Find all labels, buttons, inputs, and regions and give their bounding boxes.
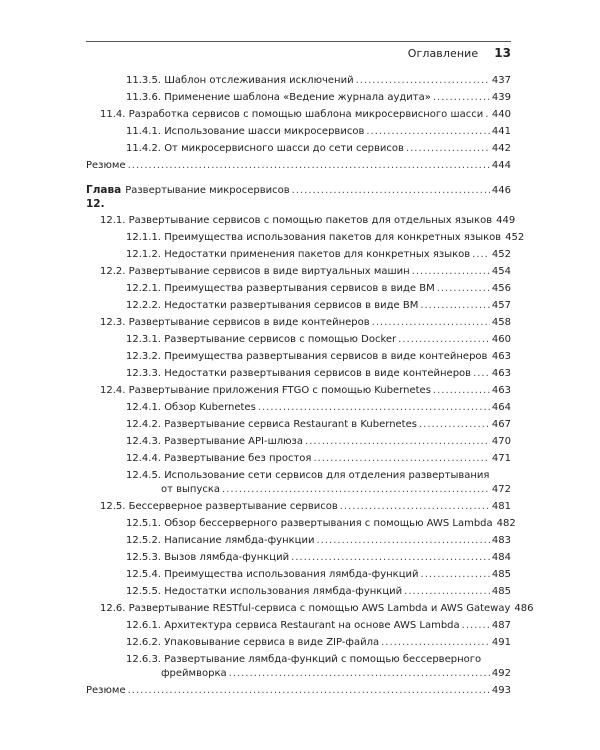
toc-entry[interactable] <box>86 384 511 398</box>
entry-title: От микросервисного шасси до сети сервисов <box>164 143 404 154</box>
toc-entry-chapter[interactable] <box>86 183 511 211</box>
entry-title: Разработка сервисов с помощью шаблона микросервисного шасси <box>128 109 484 120</box>
entry-page: 460 <box>491 334 511 345</box>
entry-page: 454 <box>491 266 511 277</box>
running-head <box>408 46 511 61</box>
entry-title: Развертывание без простоя <box>164 453 312 464</box>
entry-page: 452 <box>491 249 511 260</box>
entry-page: 440 <box>491 109 511 120</box>
entry-title: Резюме <box>86 160 126 171</box>
entry-number: 12.6.2. <box>126 637 161 648</box>
dot-leader <box>398 333 490 347</box>
toc-entry[interactable] <box>86 142 511 156</box>
entry-number: 12.2.1. <box>126 283 161 294</box>
entry-title: Обзор Kubernetes <box>164 402 256 413</box>
entry-title: Недостатки использования лямбда-функций <box>164 586 403 597</box>
entry-page: 486 <box>514 603 534 614</box>
entry-number: 11.4. <box>100 109 126 120</box>
entry-page: 441 <box>491 126 511 137</box>
entry-number: 12.1. <box>100 215 126 226</box>
entry-number: 12.5. <box>100 501 126 512</box>
entry-number: 12.2.2. <box>126 300 161 311</box>
entry-number: 12.5.2. <box>126 535 161 546</box>
entry-title: Преимущества использования пакетов для конкретных языков <box>164 232 502 243</box>
entry-title: Шаблон отслеживания исключений <box>164 75 354 86</box>
entry-title: Написание лямбда-функции <box>164 535 315 546</box>
entry-title: Применение шаблона «Ведение журнала аудита» <box>164 92 431 103</box>
entry-page: 471 <box>491 453 511 464</box>
dot-leader <box>229 667 490 681</box>
dot-leader <box>433 91 490 105</box>
dot-leader <box>381 636 490 650</box>
entry-page: 482 <box>496 518 516 529</box>
dot-leader <box>128 684 490 698</box>
entry-title: Преимущества развертывания сервисов в виде ВМ <box>164 283 435 294</box>
entry-title: Развертывание сервиса Restaurant в Kubernetes <box>164 419 417 430</box>
dot-leader <box>292 184 490 198</box>
toc-entry[interactable] <box>86 214 516 228</box>
entry-page: 437 <box>491 75 511 86</box>
entry-number: 11.3.5. <box>126 75 161 86</box>
entry-number: 12.1.1. <box>126 232 161 243</box>
dot-leader <box>412 265 490 279</box>
entry-title: Недостатки развертывания сервисов в виде ВМ <box>164 300 419 311</box>
entry-title: Развертывание сервисов с помощью пакетов для отдельных языков <box>128 215 493 226</box>
entry-title: Использование сети сервисов для отделения развертывания <box>164 470 490 481</box>
toc-entry[interactable] <box>86 91 511 105</box>
toc-entry[interactable] <box>86 585 511 599</box>
dot-leader <box>258 401 490 415</box>
dot-leader <box>473 367 490 381</box>
entry-page: 458 <box>491 317 511 328</box>
entry-page: 484 <box>491 552 511 563</box>
entry-page: 485 <box>491 586 511 597</box>
entry-page: 492 <box>491 668 511 679</box>
table-of-contents <box>86 74 534 701</box>
dot-leader <box>340 500 490 514</box>
dot-leader <box>291 551 490 565</box>
toc-entry[interactable] <box>86 602 534 616</box>
entry-title: Резюме <box>86 685 126 696</box>
entry-number: 11.4.1. <box>126 126 161 137</box>
toc-entry[interactable] <box>86 517 516 531</box>
chapter-prefix: Глава 12. <box>86 184 122 210</box>
toc-entry-summary[interactable] <box>86 159 511 173</box>
entry-page: 439 <box>491 92 511 103</box>
entry-title: Развертывание API-шлюза <box>164 436 304 447</box>
entry-title: Недостатки применения пакетов для конкретных языков <box>164 249 471 260</box>
dot-leader <box>372 316 490 330</box>
dot-leader <box>462 619 490 633</box>
entry-title: Преимущества использования лямбда-функций <box>164 569 419 580</box>
entry-page: 463 <box>491 385 511 396</box>
entry-page: 493 <box>491 685 511 696</box>
dot-leader <box>419 418 490 432</box>
entry-title: Использование шасси микросервисов <box>164 126 365 137</box>
entry-number: 12.5.4. <box>126 569 161 580</box>
entry-page: 442 <box>491 143 511 154</box>
toc-entry[interactable] <box>86 74 511 88</box>
toc-entry[interactable] <box>86 265 511 279</box>
entry-title: Развертывание RESTful-сервиса с помощью AWS Lambda и AWS Gateway <box>128 603 511 614</box>
dot-leader <box>485 108 490 122</box>
toc-entry[interactable] <box>86 299 511 313</box>
running-head-title: Оглавление <box>407 47 479 60</box>
toc-entry[interactable] <box>86 435 511 449</box>
entry-number: 12.6. <box>100 603 126 614</box>
entry-number: 11.4.2. <box>126 143 161 154</box>
dot-leader <box>222 483 490 497</box>
entry-title: Развертывание сервисов в виде виртуальных машин <box>128 266 410 277</box>
toc-entry[interactable] <box>86 231 525 245</box>
entry-title: Развертывание приложения FTGO с помощью Kubernetes <box>128 385 431 396</box>
entry-title: Упаковывание сервиса в виде ZIP-файла <box>164 637 380 648</box>
dot-leader <box>128 159 490 173</box>
entry-number: 12.4.3. <box>126 436 161 447</box>
toc-entry[interactable] <box>86 653 511 681</box>
toc-entry[interactable] <box>86 418 511 432</box>
entry-page: 485 <box>491 569 511 580</box>
entry-title: Архитектура сервиса Restaurant на основе AWS Lambda <box>164 620 460 631</box>
toc-entry[interactable] <box>86 469 511 497</box>
toc-entry[interactable] <box>86 568 511 582</box>
entry-page: 463 <box>491 368 511 379</box>
entry-page: 446 <box>491 185 511 196</box>
toc-entry[interactable] <box>86 316 511 330</box>
entry-page: 487 <box>491 620 511 631</box>
dot-leader <box>313 452 489 466</box>
toc-entry[interactable] <box>86 108 511 122</box>
dot-leader <box>305 435 490 449</box>
page-number: 13 <box>494 46 511 60</box>
entry-page: 463 <box>491 351 511 362</box>
toc-entry[interactable] <box>86 401 511 415</box>
entry-title: Обзор бессерверного развертывания с помощью AWS Lambda <box>164 518 493 529</box>
entry-page: 457 <box>491 300 511 311</box>
entry-number: 11.3.6. <box>126 92 161 103</box>
entry-title: Развертывание сервисов в виде контейнеров <box>128 317 370 328</box>
toc-entry[interactable] <box>86 619 511 633</box>
entry-page: 444 <box>491 160 511 171</box>
entry-page: 452 <box>505 232 525 243</box>
entry-page: 491 <box>491 637 511 648</box>
entry-title: Вызов лямбда-функций <box>164 552 290 563</box>
entry-page: 456 <box>491 283 511 294</box>
entry-number: 12.4.2. <box>126 419 161 430</box>
dot-leader <box>366 125 490 139</box>
entry-number: 12.4.4. <box>126 453 161 464</box>
dot-leader <box>421 568 490 582</box>
entry-page: 467 <box>491 419 511 430</box>
entry-number: 12.2. <box>100 266 126 277</box>
toc-entry[interactable] <box>86 125 511 139</box>
entry-title: Развертывание микросервисов <box>125 185 290 196</box>
entry-number: 12.3.3. <box>126 368 161 379</box>
toc-entry-summary[interactable] <box>86 684 511 698</box>
entry-number: 12.1.2. <box>126 249 161 260</box>
entry-title-continuation: фреймворка <box>161 668 227 679</box>
dot-leader <box>356 74 490 88</box>
entry-number: 12.3.2. <box>126 351 161 362</box>
toc-entry[interactable] <box>86 636 511 650</box>
entry-number: 12.4.5. <box>126 470 161 481</box>
entry-page: 481 <box>491 501 511 512</box>
toc-entry[interactable] <box>86 248 511 262</box>
entry-page: 483 <box>491 535 511 546</box>
entry-page: 449 <box>496 215 516 226</box>
toc-entry[interactable] <box>86 282 511 296</box>
dot-leader <box>317 534 490 548</box>
dot-leader <box>433 384 490 398</box>
toc-entry[interactable] <box>86 452 511 466</box>
entry-number: 12.5.1. <box>126 518 161 529</box>
toc-entry[interactable] <box>86 551 511 565</box>
toc-entry[interactable] <box>86 333 511 347</box>
entry-number: 12.4.1. <box>126 402 161 413</box>
entry-title-continuation: от выпуска <box>161 484 221 495</box>
entry-title: Развертывание сервисов с помощью Docker <box>164 334 397 345</box>
entry-page: 472 <box>491 484 511 495</box>
toc-entry[interactable] <box>86 534 511 548</box>
toc-entry[interactable] <box>86 350 511 364</box>
dot-leader <box>472 248 490 262</box>
entry-number: 12.6.3. <box>126 654 161 665</box>
entry-title: Развертывание лямбда-функций с помощью бессерверного <box>164 654 482 665</box>
entry-number: 12.3. <box>100 317 126 328</box>
dot-leader <box>437 282 490 296</box>
entry-number: 12.4. <box>100 385 126 396</box>
entry-title: Преимущества развертывания сервисов в виде контейнеров <box>164 351 488 362</box>
dot-leader <box>420 299 490 313</box>
toc-entry[interactable] <box>86 367 511 381</box>
entry-page: 470 <box>491 436 511 447</box>
entry-number: 12.5.3. <box>126 552 161 563</box>
entry-title: Недостатки развертывания сервисов в виде контейнеров <box>164 368 472 379</box>
toc-entry[interactable] <box>86 500 511 514</box>
entry-page: 464 <box>491 402 511 413</box>
header-rule <box>86 41 511 42</box>
entry-number: 12.6.1. <box>126 620 161 631</box>
entry-number: 12.3.1. <box>126 334 161 345</box>
dot-leader <box>406 142 490 156</box>
entry-number: 12.5.5. <box>126 586 161 597</box>
dot-leader <box>404 585 490 599</box>
entry-title: Бессерверное развертывание сервисов <box>128 501 338 512</box>
